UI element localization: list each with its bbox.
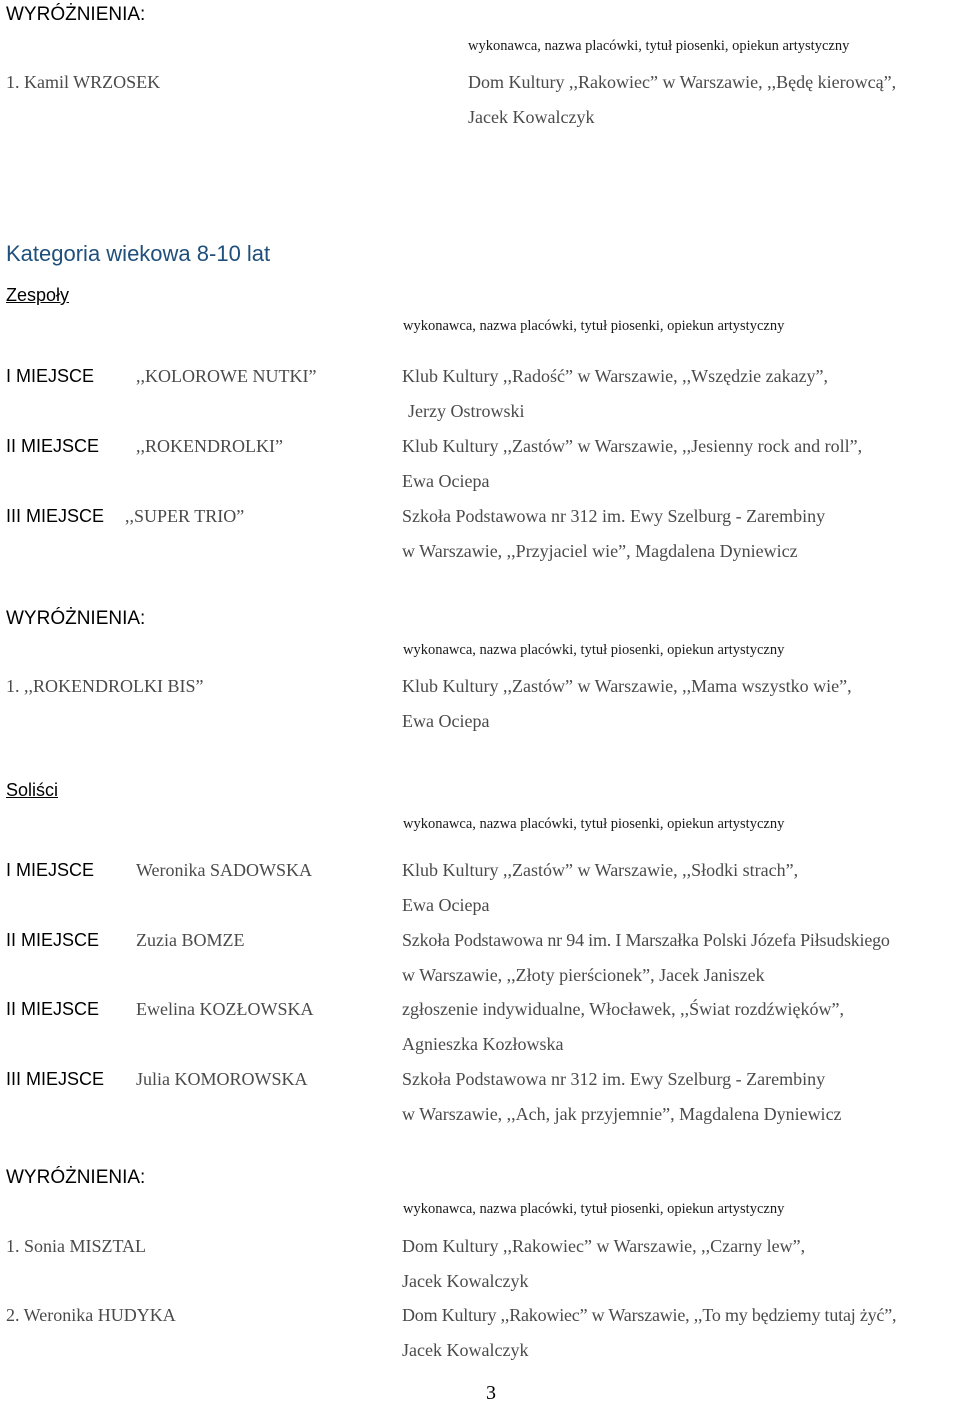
section-title-solisci: Soliści: [6, 780, 59, 800]
solisci-name-4: Julia KOMOROWSKA: [136, 1069, 308, 1089]
zespoly-desc-3-line1: Szkoła Podstawowa nr 312 im. Ewy Szelburg - Zarembiny: [402, 506, 826, 526]
zespoly-columns-caption: wykonawca, nazwa placówki, tytuł piosenki, opiekun artystyczny: [403, 318, 785, 334]
solisci-distinction-desc-1-line1: Dom Kultury ,,Rakowiec” w Warszawie, ,,Czarny lew”,: [402, 1236, 806, 1256]
zespoly-place-2: II MIEJSCE: [6, 436, 100, 456]
solisci-desc-2-line2: w Warszawie, ,,Złoty pierścionek”, Jacek Janiszek: [402, 965, 765, 985]
page-number: 3: [486, 1382, 496, 1404]
zespoly-desc-3-line2: w Warszawie, ,,Przyjaciel wie”, Magdalena Dyniewicz: [402, 541, 798, 561]
solisci-desc-2-line1: Szkoła Podstawowa nr 94 im. I Marszałka Polski Józefa Piłsudskiego: [402, 930, 890, 950]
solisci-distinction-desc-1-line2: Jacek Kowalczyk: [402, 1271, 529, 1291]
solisci-place-4: III MIEJSCE: [6, 1069, 105, 1089]
zespoly-name-3: ,,SUPER TRIO”: [125, 506, 245, 526]
top-entry-desc-line2: Jacek Kowalczyk: [468, 107, 595, 127]
zespoly-distinction-name-1: 1. ,,ROKENDROLKI BIS”: [6, 676, 204, 696]
zespoly-distinctions-heading: WYRÓŻNIENIA:: [6, 608, 146, 629]
solisci-place-1: I MIEJSCE: [6, 860, 95, 880]
solisci-name-1: Weronika SADOWSKA: [136, 860, 313, 880]
solisci-desc-3-line1: zgłoszenie indywidualne, Włocławek, ,,Świat rozdźwięków”,: [402, 999, 845, 1019]
zespoly-desc-1-line2: Jerzy Ostrowski: [408, 401, 525, 421]
zespoly-name-1: ,,KOLOROWE NUTKI”: [136, 366, 317, 386]
solisci-desc-4-line2: w Warszawie, ,,Ach, jak przyjemnie”, Magdalena Dyniewicz: [402, 1104, 842, 1124]
zespoly-name-2: ,,ROKENDROLKI”: [136, 436, 283, 456]
top-entry-desc-line1: Dom Kultury ,,Rakowiec” w Warszawie, ,,Będę kierowcą”,: [468, 72, 897, 92]
category-title: Kategoria wiekowa 8-10 lat: [6, 241, 271, 266]
solisci-distinction-desc-2-line2: Jacek Kowalczyk: [402, 1340, 529, 1360]
solisci-place-2: II MIEJSCE: [6, 930, 100, 950]
solisci-place-3: II MIEJSCE: [6, 999, 100, 1019]
solisci-distinctions-heading: WYRÓŻNIENIA:: [6, 1167, 146, 1188]
zespoly-place-3: III MIEJSCE: [6, 506, 105, 526]
top-distinctions-heading: WYRÓŻNIENIA:: [6, 4, 146, 25]
zespoly-desc-1-line1: Klub Kultury ,,Radość” w Warszawie, ,,Wszędzie zakazy”,: [402, 366, 829, 386]
zespoly-desc-2-line1: Klub Kultury ,,Zastów” w Warszawie, ,,Jesienny rock and roll”,: [402, 436, 863, 456]
zespoly-desc-2-line2: Ewa Ociepa: [402, 471, 490, 491]
solisci-name-3: Ewelina KOZŁOWSKA: [136, 999, 314, 1019]
zespoly-place-1: I MIEJSCE: [6, 366, 95, 386]
zespoly-distinctions-columns-caption: wykonawca, nazwa placówki, tytuł piosenki, opiekun artystyczny: [403, 642, 785, 658]
top-columns-caption: wykonawca, nazwa placówki, tytuł piosenki, opiekun artystyczny: [468, 38, 850, 54]
solisci-desc-1-line2: Ewa Ociepa: [402, 895, 490, 915]
solisci-columns-caption: wykonawca, nazwa placówki, tytuł piosenki, opiekun artystyczny: [403, 816, 785, 832]
solisci-desc-1-line1: Klub Kultury ,,Zastów” w Warszawie, ,,Słodki strach”,: [402, 860, 799, 880]
solisci-distinction-name-1: 1. Sonia MISZTAL: [6, 1236, 147, 1256]
solisci-distinction-name-2: 2. Weronika HUDYKA: [6, 1305, 176, 1325]
solisci-name-2: Zuzia BOMZE: [136, 930, 245, 950]
section-title-zespoly: Zespoły: [6, 285, 70, 305]
solisci-desc-4-line1: Szkoła Podstawowa nr 312 im. Ewy Szelburg - Zarembiny: [402, 1069, 826, 1089]
zespoly-distinction-desc-1-line2: Ewa Ociepa: [402, 711, 490, 731]
solisci-distinction-desc-2-line1: Dom Kultury ,,Rakowiec” w Warszawie, ,,To my będziemy tutaj żyć”,: [402, 1305, 897, 1325]
solisci-distinctions-columns-caption: wykonawca, nazwa placówki, tytuł piosenki, opiekun artystyczny: [403, 1201, 785, 1217]
top-entry-name: 1. Kamil WRZOSEK: [6, 72, 161, 92]
zespoly-distinction-desc-1-line1: Klub Kultury ,,Zastów” w Warszawie, ,,Mama wszystko wie”,: [402, 676, 852, 696]
solisci-desc-3-line2: Agnieszka Kozłowska: [402, 1034, 564, 1054]
